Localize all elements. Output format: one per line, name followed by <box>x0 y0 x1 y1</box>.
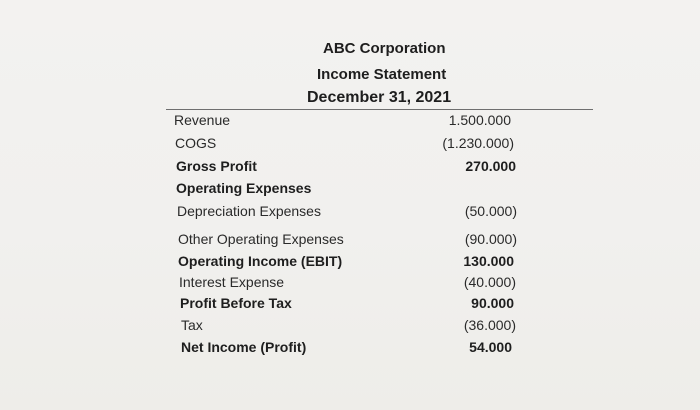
statement-date: December 31, 2021 <box>307 89 452 106</box>
row-label: Other Operating Expenses <box>178 231 344 247</box>
statement-row-profit-before-tax <box>180 295 525 315</box>
statement-row-other-operating <box>178 231 523 251</box>
row-label: Tax <box>181 317 203 333</box>
statement-row-depreciation <box>177 203 522 223</box>
statement-row-operating-expenses <box>176 180 521 200</box>
statement-row-revenue <box>174 112 519 132</box>
row-label: Interest Expense <box>179 274 285 290</box>
row-amount: (36.000) <box>463 317 516 333</box>
row-amount: 54.000 <box>469 339 512 355</box>
statement-row-tax <box>181 317 526 337</box>
row-label: Gross Profit <box>176 158 257 174</box>
statement-row-interest <box>179 274 524 294</box>
row-label: Operating Expenses <box>176 180 312 196</box>
row-amount: 270.000 <box>465 158 516 174</box>
statement-row-ebit <box>178 253 523 273</box>
row-amount: 90.000 <box>471 295 514 311</box>
row-amount: (50.000) <box>464 203 517 219</box>
statement-row-gross-profit <box>176 158 521 178</box>
statement-row-cogs <box>175 135 520 155</box>
row-amount: (90.000) <box>464 231 517 247</box>
row-amount: 130.000 <box>463 253 514 269</box>
statement-title: Income Statement <box>317 66 447 83</box>
row-amount: (40.000) <box>463 274 516 290</box>
statement-row-net-income <box>181 339 526 359</box>
row-amount: 1.500.000 <box>448 112 511 128</box>
header-divider <box>166 109 593 110</box>
row-label: Net Income (Profit) <box>181 339 307 355</box>
row-label: Operating Income (EBIT) <box>178 253 343 269</box>
company-name: ABC Corporation <box>323 40 446 57</box>
row-label: COGS <box>175 135 217 151</box>
row-label: Depreciation Expenses <box>177 203 321 219</box>
row-label: Revenue <box>174 112 231 128</box>
row-label: Profit Before Tax <box>180 295 292 311</box>
row-amount: (1.230.000) <box>442 135 514 151</box>
